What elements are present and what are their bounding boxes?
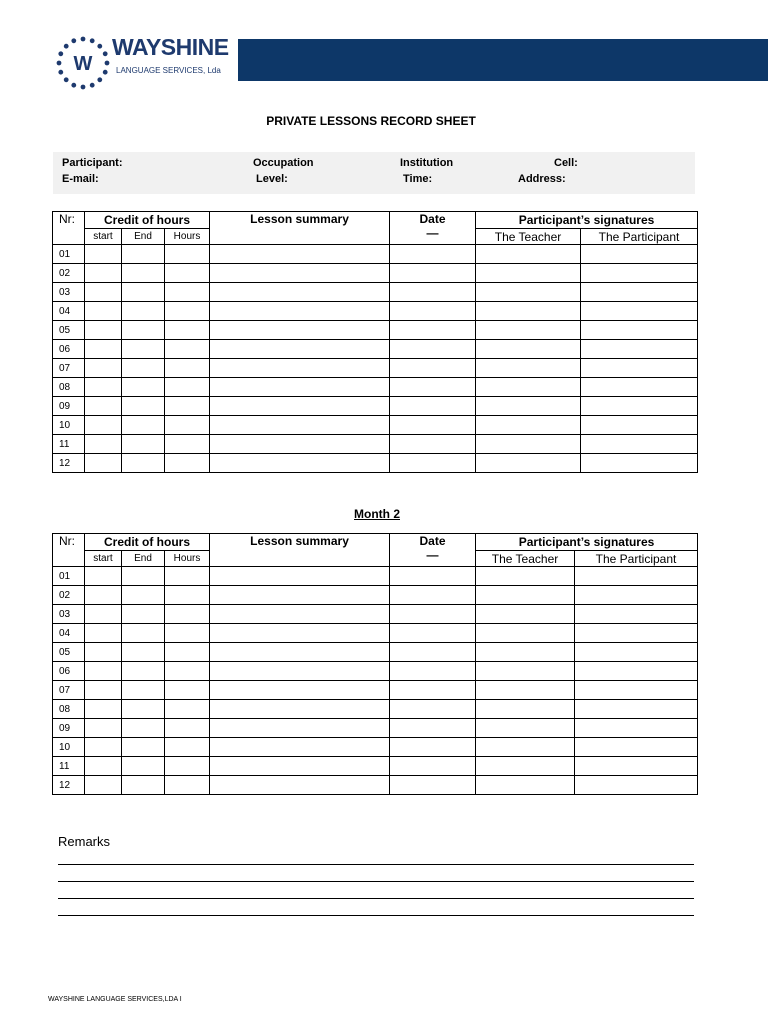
participant-header: The Participant — [581, 229, 698, 245]
entry-cell[interactable] — [575, 662, 698, 681]
entry-cell[interactable] — [85, 397, 122, 416]
row-number: 09 — [53, 719, 85, 738]
entry-cell[interactable] — [476, 340, 581, 359]
entry-cell[interactable] — [165, 359, 210, 378]
entry-cell[interactable] — [122, 416, 165, 435]
date-header — [390, 212, 476, 245]
month-2-label: Month 2 — [354, 507, 400, 521]
date-dash: — — [426, 226, 439, 240]
teacher-header: The Teacher — [476, 551, 575, 567]
entry-cell[interactable] — [390, 416, 476, 435]
entry-cell[interactable] — [85, 435, 122, 454]
entry-cell[interactable] — [476, 378, 581, 397]
lesson-summary-header: Lesson summary — [210, 534, 390, 567]
brand-logo — [56, 36, 236, 90]
entry-cell[interactable] — [575, 681, 698, 700]
entry-cell[interactable] — [210, 757, 390, 776]
table-row — [53, 378, 698, 397]
entry-cell[interactable] — [122, 605, 165, 624]
table-row — [53, 302, 698, 321]
entry-cell[interactable] — [575, 719, 698, 738]
entry-cell[interactable] — [165, 454, 210, 473]
entry-cell[interactable] — [85, 416, 122, 435]
table-row — [53, 624, 698, 643]
row-number: 11 — [53, 757, 85, 776]
entry-cell[interactable] — [122, 586, 165, 605]
entry-cell[interactable] — [575, 700, 698, 719]
entry-cell[interactable] — [581, 340, 698, 359]
entry-cell[interactable] — [122, 624, 165, 643]
entry-cell[interactable] — [476, 283, 581, 302]
entry-cell[interactable] — [122, 776, 165, 795]
entry-cell[interactable] — [581, 264, 698, 283]
entry-cell[interactable] — [390, 776, 476, 795]
entry-cell[interactable] — [122, 662, 165, 681]
entry-cell[interactable] — [85, 624, 122, 643]
entry-cell[interactable] — [581, 378, 698, 397]
row-number: 05 — [53, 643, 85, 662]
entry-cell[interactable] — [85, 700, 122, 719]
entry-cell[interactable] — [122, 359, 165, 378]
entry-cell[interactable] — [581, 245, 698, 264]
entry-cell[interactable] — [122, 340, 165, 359]
table-row — [53, 776, 698, 795]
entry-cell[interactable] — [390, 283, 476, 302]
address-label: Address: — [518, 173, 566, 185]
table-row — [53, 700, 698, 719]
entry-cell[interactable] — [210, 245, 390, 264]
entry-cell[interactable] — [581, 359, 698, 378]
entry-cell[interactable] — [476, 757, 575, 776]
time-label: Time: — [403, 173, 433, 185]
date-dash: — — [426, 548, 439, 562]
occupation-label: Occupation — [253, 157, 314, 169]
table-row — [53, 416, 698, 435]
table-row — [53, 719, 698, 738]
row-number: 06 — [53, 662, 85, 681]
entry-cell[interactable] — [581, 283, 698, 302]
entry-cell[interactable] — [210, 776, 390, 795]
table-row — [53, 757, 698, 776]
entry-cell[interactable] — [581, 397, 698, 416]
brand-name: WAYSHINE — [112, 34, 229, 60]
entry-cell[interactable] — [476, 643, 575, 662]
brand-subtitle: LANGUAGE SERVICES, Lda — [116, 66, 221, 75]
entry-cell[interactable] — [575, 624, 698, 643]
entry-cell[interactable] — [390, 340, 476, 359]
entry-cell[interactable] — [575, 567, 698, 586]
table-row — [53, 321, 698, 340]
row-number: 07 — [53, 359, 85, 378]
table-row — [53, 283, 698, 302]
entry-cell[interactable] — [165, 416, 210, 435]
participant-label: Participant: — [62, 157, 123, 169]
lesson-rows — [53, 245, 698, 473]
entry-cell[interactable] — [210, 397, 390, 416]
table-row — [53, 681, 698, 700]
entry-cell[interactable] — [476, 719, 575, 738]
entry-cell[interactable] — [122, 264, 165, 283]
credit-hours-header: Credit of hours — [85, 212, 210, 229]
remarks-line[interactable] — [58, 915, 694, 916]
remarks-line[interactable] — [58, 898, 694, 899]
start-header: start — [85, 229, 122, 245]
participant-header: The Participant — [575, 551, 698, 567]
entry-cell[interactable] — [122, 681, 165, 700]
credit-hours-header: Credit of hours — [85, 534, 210, 551]
document-title: PRIVATE LESSONS RECORD SHEET — [266, 114, 476, 128]
entry-cell[interactable] — [581, 416, 698, 435]
entry-cell[interactable] — [210, 283, 390, 302]
entry-cell[interactable] — [390, 302, 476, 321]
row-number: 05 — [53, 321, 85, 340]
entry-cell[interactable] — [581, 435, 698, 454]
entry-cell[interactable] — [476, 454, 581, 473]
entry-cell[interactable] — [575, 586, 698, 605]
entry-cell[interactable] — [476, 245, 581, 264]
entry-cell[interactable] — [85, 719, 122, 738]
entry-cell[interactable] — [210, 416, 390, 435]
entry-cell[interactable] — [85, 302, 122, 321]
signatures-header: Participant’s signatures — [476, 212, 698, 229]
entry-cell[interactable] — [575, 757, 698, 776]
logo-emblem-letter: W — [73, 53, 93, 75]
entry-cell[interactable] — [85, 776, 122, 795]
entry-cell[interactable] — [210, 454, 390, 473]
entry-cell[interactable] — [165, 264, 210, 283]
entry-cell[interactable] — [85, 757, 122, 776]
row-number: 03 — [53, 283, 85, 302]
entry-cell[interactable] — [210, 378, 390, 397]
entry-cell[interactable] — [85, 586, 122, 605]
entry-cell[interactable] — [165, 662, 210, 681]
table-row — [53, 245, 698, 264]
lesson-rows — [53, 567, 698, 795]
entry-cell[interactable] — [476, 700, 575, 719]
entry-cell[interactable] — [581, 454, 698, 473]
entry-cell[interactable] — [476, 264, 581, 283]
entry-cell[interactable] — [390, 624, 476, 643]
entry-cell[interactable] — [476, 567, 575, 586]
table-row — [53, 738, 698, 757]
entry-cell[interactable] — [390, 700, 476, 719]
row-number: 06 — [53, 340, 85, 359]
entry-cell[interactable] — [390, 605, 476, 624]
table-row — [53, 643, 698, 662]
start-header: start — [85, 551, 122, 567]
end-header: End — [122, 551, 165, 567]
entry-cell[interactable] — [581, 321, 698, 340]
participant-info-box — [53, 152, 695, 194]
entry-cell[interactable] — [476, 776, 575, 795]
remarks-line[interactable] — [58, 881, 694, 882]
row-number: 07 — [53, 681, 85, 700]
entry-cell[interactable] — [122, 378, 165, 397]
entry-cell[interactable] — [165, 776, 210, 795]
entry-cell[interactable] — [165, 340, 210, 359]
entry-cell[interactable] — [210, 359, 390, 378]
entry-cell[interactable] — [122, 283, 165, 302]
entry-cell[interactable] — [165, 397, 210, 416]
entry-cell[interactable] — [390, 435, 476, 454]
lesson-summary-header: Lesson summary — [210, 212, 390, 245]
logo-emblem-icon — [56, 36, 110, 90]
row-number: 10 — [53, 738, 85, 757]
teacher-header: The Teacher — [476, 229, 581, 245]
entry-cell[interactable] — [85, 245, 122, 264]
entry-cell[interactable] — [165, 283, 210, 302]
date-label: Date — [419, 534, 446, 548]
entry-cell[interactable] — [390, 719, 476, 738]
header-banner — [238, 39, 768, 81]
entry-cell[interactable] — [390, 586, 476, 605]
entry-cell[interactable] — [122, 757, 165, 776]
hours-header: Hours — [165, 229, 210, 245]
entry-cell[interactable] — [210, 567, 390, 586]
entry-cell[interactable] — [122, 719, 165, 738]
footer-text: WAYSHINE LANGUAGE SERVICES,LDA I — [48, 996, 182, 1003]
entry-cell[interactable] — [390, 245, 476, 264]
entry-cell[interactable] — [210, 435, 390, 454]
entry-cell[interactable] — [122, 302, 165, 321]
entry-cell[interactable] — [122, 321, 165, 340]
entry-cell[interactable] — [85, 681, 122, 700]
entry-cell[interactable] — [390, 397, 476, 416]
entry-cell[interactable] — [210, 605, 390, 624]
entry-cell[interactable] — [165, 435, 210, 454]
entry-cell[interactable] — [85, 378, 122, 397]
entry-cell[interactable] — [85, 662, 122, 681]
entry-cell[interactable] — [85, 643, 122, 662]
remarks-line[interactable] — [58, 864, 694, 865]
table-row — [53, 454, 698, 473]
entry-cell[interactable] — [575, 776, 698, 795]
entry-cell[interactable] — [476, 624, 575, 643]
lessons-table-month-2 — [52, 533, 698, 795]
row-number: 10 — [53, 416, 85, 435]
entry-cell[interactable] — [476, 605, 575, 624]
row-number: 08 — [53, 700, 85, 719]
entry-cell[interactable] — [210, 643, 390, 662]
entry-cell[interactable] — [210, 586, 390, 605]
table-row — [53, 605, 698, 624]
entry-cell[interactable] — [476, 586, 575, 605]
row-number: 01 — [53, 567, 85, 586]
entry-cell[interactable] — [165, 757, 210, 776]
row-number: 02 — [53, 586, 85, 605]
entry-cell[interactable] — [476, 397, 581, 416]
entry-cell[interactable] — [476, 416, 581, 435]
entry-cell[interactable] — [390, 662, 476, 681]
entry-cell[interactable] — [575, 643, 698, 662]
nr-header: Nr: — [53, 212, 85, 245]
entry-cell[interactable] — [476, 321, 581, 340]
row-number: 11 — [53, 435, 85, 454]
entry-cell[interactable] — [165, 738, 210, 757]
entry-cell[interactable] — [476, 738, 575, 757]
row-number: 12 — [53, 454, 85, 473]
entry-cell[interactable] — [165, 719, 210, 738]
table-row — [53, 567, 698, 586]
hours-header: Hours — [165, 551, 210, 567]
entry-cell[interactable] — [476, 435, 581, 454]
entry-cell[interactable] — [85, 359, 122, 378]
end-header: End — [122, 229, 165, 245]
institution-label: Institution — [400, 157, 454, 169]
entry-cell[interactable] — [390, 567, 476, 586]
entry-cell[interactable] — [210, 302, 390, 321]
entry-cell[interactable] — [210, 624, 390, 643]
entry-cell[interactable] — [165, 586, 210, 605]
entry-cell[interactable] — [210, 681, 390, 700]
entry-cell[interactable] — [122, 454, 165, 473]
entry-cell[interactable] — [85, 264, 122, 283]
row-number: 02 — [53, 264, 85, 283]
entry-cell[interactable] — [390, 378, 476, 397]
entry-cell[interactable] — [210, 738, 390, 757]
table-row — [53, 264, 698, 283]
remarks-label: Remarks — [58, 834, 111, 849]
date-header — [390, 534, 476, 567]
entry-cell[interactable] — [575, 738, 698, 757]
entry-cell[interactable] — [122, 567, 165, 586]
row-number: 08 — [53, 378, 85, 397]
nr-header: Nr: — [53, 534, 85, 567]
date-label: Date — [419, 212, 446, 226]
entry-cell[interactable] — [85, 738, 122, 757]
table-row — [53, 435, 698, 454]
entry-cell[interactable] — [85, 283, 122, 302]
entry-cell[interactable] — [210, 719, 390, 738]
row-number: 04 — [53, 624, 85, 643]
entry-cell[interactable] — [165, 605, 210, 624]
table-row — [53, 359, 698, 378]
entry-cell[interactable] — [390, 264, 476, 283]
entry-cell[interactable] — [122, 738, 165, 757]
entry-cell[interactable] — [122, 643, 165, 662]
entry-cell[interactable] — [390, 359, 476, 378]
entry-cell[interactable] — [476, 359, 581, 378]
entry-cell[interactable] — [165, 321, 210, 340]
entry-cell[interactable] — [210, 264, 390, 283]
email-label: E-mail: — [62, 173, 99, 185]
row-number: 09 — [53, 397, 85, 416]
entry-cell[interactable] — [165, 700, 210, 719]
entry-cell[interactable] — [165, 624, 210, 643]
entry-cell[interactable] — [390, 321, 476, 340]
entry-cell[interactable] — [122, 435, 165, 454]
entry-cell[interactable] — [165, 567, 210, 586]
entry-cell[interactable] — [390, 681, 476, 700]
level-label: Level: — [256, 173, 288, 185]
entry-cell[interactable] — [210, 340, 390, 359]
row-number: 01 — [53, 245, 85, 264]
table-row — [53, 586, 698, 605]
entry-cell[interactable] — [210, 662, 390, 681]
entry-cell[interactable] — [85, 454, 122, 473]
entry-cell[interactable] — [165, 302, 210, 321]
entry-cell[interactable] — [165, 681, 210, 700]
lessons-table-month-1 — [52, 211, 698, 473]
entry-cell[interactable] — [165, 245, 210, 264]
table-row — [53, 340, 698, 359]
entry-cell[interactable] — [85, 321, 122, 340]
row-number: 04 — [53, 302, 85, 321]
entry-cell[interactable] — [165, 643, 210, 662]
entry-cell[interactable] — [122, 397, 165, 416]
entry-cell[interactable] — [476, 662, 575, 681]
entry-cell[interactable] — [390, 454, 476, 473]
entry-cell[interactable] — [210, 700, 390, 719]
cell-label: Cell: — [554, 157, 578, 169]
entry-cell[interactable] — [476, 302, 581, 321]
entry-cell[interactable] — [122, 700, 165, 719]
entry-cell[interactable] — [122, 245, 165, 264]
entry-cell[interactable] — [581, 302, 698, 321]
entry-cell[interactable] — [210, 321, 390, 340]
entry-cell[interactable] — [85, 340, 122, 359]
signatures-header: Participant’s signatures — [476, 534, 698, 551]
table-row — [53, 662, 698, 681]
entry-cell[interactable] — [85, 605, 122, 624]
entry-cell[interactable] — [390, 738, 476, 757]
entry-cell[interactable] — [85, 567, 122, 586]
row-number: 03 — [53, 605, 85, 624]
entry-cell[interactable] — [165, 378, 210, 397]
table-row — [53, 397, 698, 416]
row-number: 12 — [53, 776, 85, 795]
entry-cell[interactable] — [390, 643, 476, 662]
entry-cell[interactable] — [390, 757, 476, 776]
entry-cell[interactable] — [476, 681, 575, 700]
entry-cell[interactable] — [575, 605, 698, 624]
